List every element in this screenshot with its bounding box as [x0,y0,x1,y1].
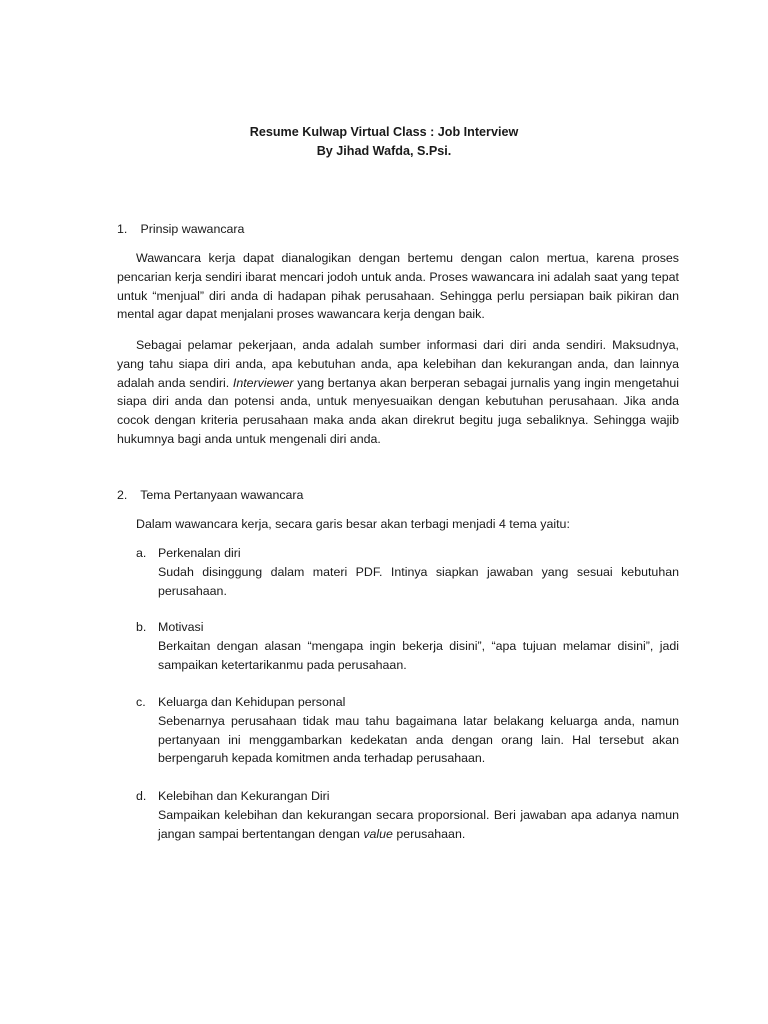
item-d-italic: value [363,826,393,841]
section-2-heading [117,486,303,505]
title-line-2: By Jihad Wafda, S.Psi. [316,144,452,158]
section-2-number: 2. [117,488,128,502]
list-marker: d. [136,789,147,803]
item-d-text-a: Sampaikan kelebihan dan kekurangan secara proporsional. Beri jawaban apa adanya namun jangan sampai bertentangan dengan [158,807,679,841]
list-item-d [136,787,679,843]
section-1-heading [117,220,244,239]
list-marker: b. [136,620,147,634]
list-item-body: Sudah disinggung dalam materi PDF. Intinya siapkan jawaban yang sesuai kebutuhan perusahaan. [158,564,679,598]
list-item-body: Sebenarnya perusahaan tidak mau tahu bagaimana latar belakang keluarga anda, namun pertanyaan ini menggambarkan kedekatan anda dengan orang lain. Hal tersebut akan berpengaruh kepada komitmen anda terhadap perusahaan. [158,713,679,766]
paragraph-1-text: Wawancara kerja dapat dianalogikan dengan bertemu dengan calon mertua, karena proses pencarian kerja sendiri ibarat mencari jodoh untuk anda. Proses wawancara ini adalah saat yang tepat untuk “menjual” diri anda di hadapan pihak perusahaan. Sehingga perlu persiapan baik pikiran dan mental agar dapat menjalani proses wawancara kerja dengan baik. [117,251,679,322]
list-item-body: Berkaitan dengan alasan “mengapa ingin bekerja disini”, “apa tujuan melamar disini”, jadi sampaikan ketertarikanmu pada perusahaan. [158,638,679,672]
paragraph-2-text-a: Sebagai pelamar pekerjaan, anda adalah sumber informasi dari diri anda sendiri. Maksudnya, yang tahu siapa diri anda, apa kebutuhan anda, apa kelebihan dan kekurangan anda, dan lainnya adalah anda sendiri. [117,338,679,390]
list-item-heading: Kelebihan dan Kekurangan Diri [158,789,330,803]
list-item-c [136,693,679,768]
list-item-heading: Perkenalan diri [158,546,241,560]
list-item-a [136,544,679,600]
section-2-title: Tema Pertanyaan wawancara [140,488,304,502]
item-d-text-b: perusahaan. [392,826,466,841]
section-1-number: 1. [117,222,128,236]
title-line-1: Resume Kulwap Virtual Class : Job Interview [249,125,519,139]
list-marker: c. [136,695,146,709]
paragraph-2-text-b: yang bertanya akan berperan sebagai jurnalis yang ingin mengetahui siapa diri anda dan potensi anda, untuk menyesuaikan dengan kebutuhan perusahaan. Jika anda cocok dengan kriteria perusahaan maka anda akan direkrut begitu juga sebaliknya. Sehingga wajib hukumnya bagi anda untuk mengenali diri anda. [117,375,680,446]
paragraph-2-italic: Interviewer [232,375,294,390]
list-marker: a. [136,546,147,560]
section-1-title: Prinsip wawancara [140,222,245,236]
section-1-paragraph-2 [117,336,679,449]
list-item-body [158,806,679,844]
section-1-paragraph-1 [117,249,679,324]
document-title [0,123,768,161]
list-item-heading: Keluarga dan Kehidupan personal [158,695,346,709]
section-2-lead: Dalam wawancara kerja, secara garis besar akan terbagi menjadi 4 tema yaitu: [136,517,570,531]
list-item-heading: Motivasi [158,620,204,634]
list-item-b [136,618,679,674]
